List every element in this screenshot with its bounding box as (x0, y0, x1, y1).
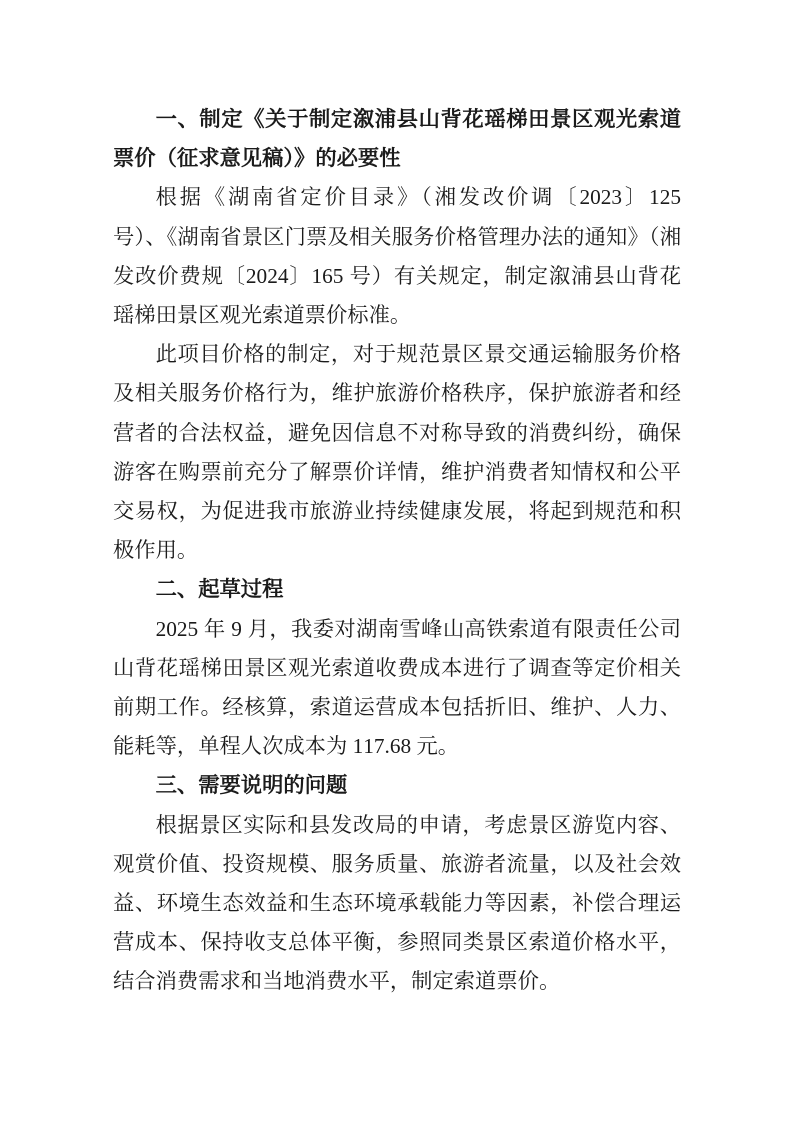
section-1-paragraph-2: 此项目价格的制定，对于规范景区景交通运输服务价格及相关服务价格行为，维护旅游价格秩序，保护旅游者和经营者的合法权益，避免因信息不对称导致的消费纠纷，确保游客在购票前充分了解票价详情，维护消费者知情权和公平交易权，为促进我市旅游业持续健康发展，将起到规范和积极作用。 (113, 342, 681, 563)
section-1-paragraph-1: 根据《湖南省定价目录》（湘发改价调〔2023〕125 号）、《湖南省景区门票及相关服务价格管理办法的通知》（湘发改价费规〔2024〕165 号）有关规定，制定溆浦县山背花瑶梯田景区观光索道票价标准。 (113, 185, 681, 328)
section-1-heading: 一、制定《关于制定溆浦县山背花瑶梯田景区观光索道票价（征求意见稿）》的必要性 (113, 107, 681, 171)
section-2-heading: 二、起草过程 (155, 577, 284, 602)
section-3-paragraph-1: 根据景区实际和县发改局的申请，考虑景区游览内容、观赏价值、投资规模、服务质量、旅游者流量，以及社会效益、环境生态效益和生态环境承载能力等因素，补偿合理运营成本、保持收支总体平衡，参照同类景区索道价格水平，结合消费需求和当地消费水平，制定索道票价。 (113, 812, 681, 994)
section-3-heading: 三、需要说明的问题 (155, 773, 348, 798)
section-2-paragraph-1: 2025 年 9 月，我委对湖南雪峰山高铁索道有限责任公司山背花瑶梯田景区观光索道收费成本进行了调查等定价相关前期工作。经核算，索道运营成本包括折旧、维护、人力、能耗等，单程人次成本为 117.68 元。 (113, 616, 681, 759)
